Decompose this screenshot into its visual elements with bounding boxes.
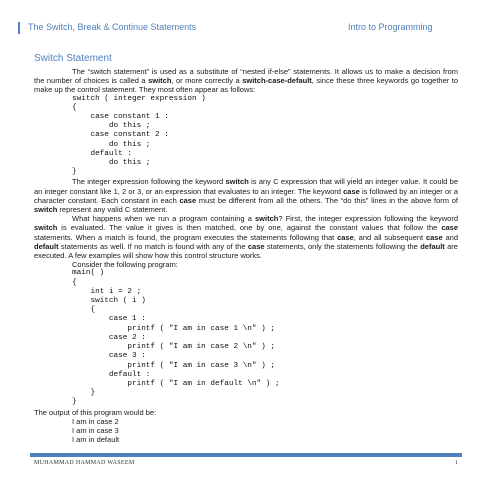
bold-keyword: switch bbox=[34, 223, 58, 233]
footer-author: MUHAMMAD HAMMAD WASEEM bbox=[34, 460, 135, 466]
bold-keyword: switch-case-default bbox=[242, 76, 312, 86]
header-accent-bar bbox=[18, 22, 20, 34]
output-line: I am in case 2 bbox=[72, 416, 119, 426]
text-run: , or more correctly a bbox=[171, 76, 243, 86]
text-run: , since these three keywords go together to make up the control statement. They most often appear as follows: bbox=[34, 76, 458, 95]
output-line: I am in case 3 bbox=[72, 425, 119, 435]
bold-keyword: switch bbox=[254, 214, 279, 224]
text-run: The “switch statement” is used as a substitute of “nested if-else” statements. It allows us to make a decision from the number of choices is called a bbox=[34, 67, 458, 86]
text-run: is followed by an integer or a character constant. Each constant in each bbox=[34, 186, 458, 205]
text-run: The integer expression following the keyword bbox=[72, 177, 226, 187]
section-title: Switch Statement bbox=[34, 53, 112, 64]
text-run: and bbox=[442, 232, 458, 242]
bold-keyword: switch bbox=[225, 177, 249, 187]
code-block-syntax: switch ( integer expression ) { case constant 1 : do this ; case constant 2 : do this ; default : do this ; } bbox=[72, 94, 206, 177]
bold-keyword: default bbox=[420, 241, 445, 251]
code-block-program: main( ) { int i = 2 ; switch ( i ) { case 1 : printf ( "I am in case 1 \n" ) ; case 2 : printf ( "I am in case 2 \n" ) ; case 3 : printf ( "I am in case 3 \n" ) ; default : printf ( "I am in default \n" ) ; } } bbox=[72, 269, 280, 407]
bold-keyword: case bbox=[343, 186, 360, 196]
output-line: I am in default bbox=[72, 435, 120, 445]
bold-keyword: switch bbox=[34, 205, 58, 215]
text-run: is evaluated. The value it gives is then matched, one by one, against the constant values that follow the bbox=[57, 223, 442, 233]
text-run: are executed. A few examples will show how this control structure works. bbox=[34, 241, 458, 261]
header-chapter-title: The Switch, Break & Continue Statements bbox=[28, 22, 197, 32]
text-run: , and all subsequent bbox=[353, 232, 426, 242]
text-run: statements as well. If no match is found with any of the bbox=[58, 241, 248, 251]
paragraph-intro bbox=[34, 67, 458, 95]
footer-divider bbox=[30, 453, 462, 457]
text-run: must be different from all the others. The “do this” lines in the above form of bbox=[196, 195, 458, 205]
bold-keyword: case bbox=[441, 223, 458, 233]
output-intro: The output of this program would be: bbox=[34, 407, 157, 417]
paragraph-expression bbox=[34, 177, 458, 214]
text-run: statements. When a match is found, the program executes the statements following that bbox=[34, 232, 338, 242]
paragraph-execution bbox=[34, 214, 458, 260]
page-number: 1 bbox=[455, 460, 458, 466]
header-course-title: Intro to Programming bbox=[348, 22, 433, 32]
page-header bbox=[18, 20, 478, 36]
text-run: is any C expression that will yield an integer value. It could be an integer constant like 1, 2 or 3, or an expression that evaluates to an integer. The keyword bbox=[34, 177, 458, 196]
bold-keyword: case bbox=[179, 195, 197, 205]
bold-keyword: default bbox=[34, 241, 59, 251]
page-content bbox=[34, 52, 458, 444]
page-footer bbox=[34, 460, 458, 470]
text-run: represent any valid C statement. bbox=[57, 205, 168, 215]
text-run: statements, only the statements following the bbox=[264, 241, 421, 251]
bold-keyword: case bbox=[425, 232, 443, 242]
bold-keyword: case bbox=[247, 241, 265, 251]
consider-line: Consider the following program: bbox=[72, 260, 178, 270]
text-run: ? First, the integer expression following the keyword bbox=[278, 214, 459, 224]
bold-keyword: case bbox=[337, 232, 354, 242]
text-run: What happens when we run a program containing a bbox=[72, 214, 255, 224]
bold-keyword: switch bbox=[148, 76, 172, 86]
